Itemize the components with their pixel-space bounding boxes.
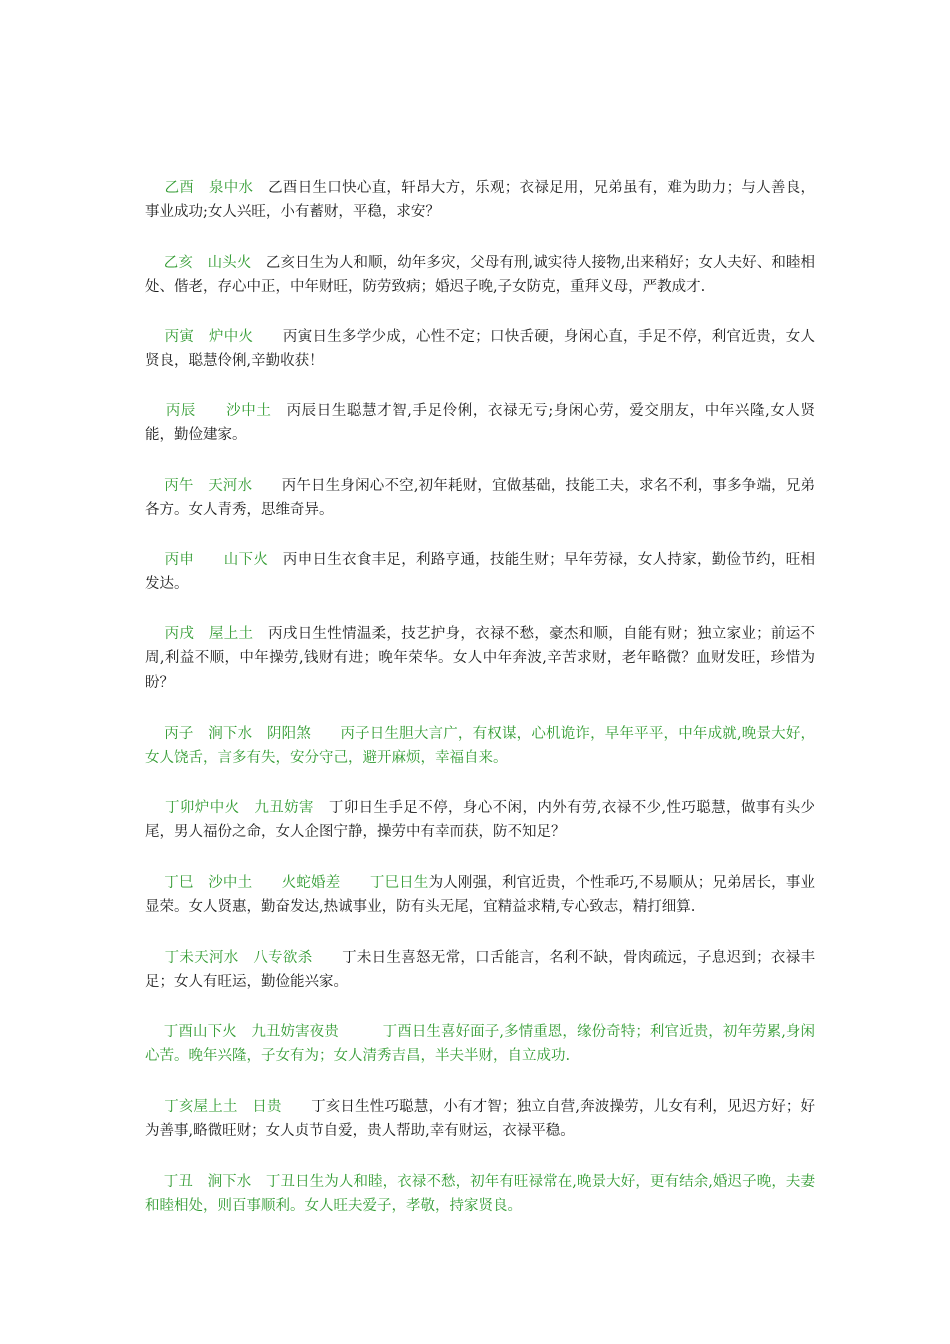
entry-label: 丁巳 沙中土 火蛇婚差 (164, 874, 370, 891)
entry-label-day: 丁巳日生 (369, 874, 429, 891)
entry-text: 乙亥日生为人和顺，幼年多灾，父母有刑,诚实待人接物,出来稍好；女人夫好、和睦相处、偕老，存心中正，中年财旺，防劳致病；婚迟子晚,子女防克，重拜义母，严教成才. (145, 254, 816, 295)
entry-text: 丙戌日生性情温柔，技艺护身，衣禄不愁，豪杰和顺，自能有财；独立家业；前运不周,利益不顺，中年操劳,钱财有进；晚年荣华。女人中年奔波,辛苦求财，老年略微？血财发旺，珍惜为盼？ (145, 625, 816, 691)
entry-dingchou (145, 1145, 815, 1243)
entry-text: 丙申日生衣食丰足，利路亨通，技能生财；早年劳禄，女人持家，勤俭节约，旺相发达。 (145, 551, 816, 592)
entry-label: 丙子 涧下水 阴阳煞 (164, 725, 341, 742)
entry-label: 丙戌 屋上土 (164, 625, 269, 642)
entry-text: 丁未日生喜怒无常，口舌能言，名利不缺，骨肉疏远，子息迟到；衣禄丰足；女人有旺运，勤俭能兴家。 (145, 949, 816, 990)
entry-label: 丁丑 涧下水 (163, 1173, 266, 1190)
entry-label: 乙亥 山头火 (163, 254, 266, 271)
entry-label: 丙辰 沙中土 (165, 402, 287, 419)
entry-text: 乙酉日生口快心直，轩昂大方，乐观；衣禄足用，兄弟虽有，难为助力；与人善良，事业成功;女人兴旺，小有蓄财，平稳，求安？ (145, 179, 816, 220)
entry-text: 为人刚强，利官近贵，个性乖巧,不易顺从；兄弟居长，事业显荣。女人贤惠，勤奋发达,热诚事业，防有头无尾，宜精益求精,专心致志，精打细算. (145, 874, 816, 915)
entry-label: 丁卯炉中火 九丑妨害 (165, 799, 329, 816)
entry-text: 丙辰日生聪慧才智,手足伶俐，衣禄无亏;身闲心劳，爱交朋友，中年兴隆,女人贤能，勤俭建家。 (145, 402, 816, 443)
entry-label: 丁酉山下火 九丑妨害夜贵 (163, 1023, 383, 1040)
entry-text: 丁卯日生手足不停，身心不闲，内外有劳,衣禄不少,性巧聪慧，做事有头少尾，男人福份之命，女人企图宁静，操劳中有幸而获，防不知足？ (145, 799, 816, 840)
entry-label: 丙申 山下火 (164, 551, 283, 568)
entry-label: 乙酉 泉中水 (164, 179, 269, 196)
entry-label: 丙寅 炉中火 (164, 328, 283, 345)
entry-text: 丁酉日生喜好面子,多情重恩，缘份奇特；利官近贵，初年劳累,身闲心苦。晚年兴隆，子女有为；女人清秀吉昌，半夫半财，自立成功. (145, 1023, 816, 1064)
entry-label: 丁亥屋上土 日贵 (164, 1098, 312, 1115)
entry-text: 丙午日生身闲心不空,初年耗财，宜做基础，技能工夫，求名不利，事多争端，兄弟各方。女人青秀，思维奇异。 (145, 477, 816, 518)
entry-text: 丙寅日生多学少成，心性不定；口快舌硬，身闲心直，手足不停，利官近贵，女人贤良，聪慧伶俐,辛勤收获！ (145, 328, 816, 369)
entry-text: 丁丑日生为人和睦，衣禄不愁，初年有旺禄常在,晚景大好，更有结余,婚迟子晚，夫妻和睦相处，则百事顺利。女人旺夫爱子，孝敬，持家贤良。 (145, 1173, 816, 1214)
entry-label: 丁未天河水 八专欲杀 (164, 949, 343, 966)
entry-text: 丙子日生胆大言广，有权谋，心机诡诈，早年平平，中年成就,晚景大好，女人饶舌，言多有失，安分守己，避开麻烦，幸福自来。 (145, 725, 816, 766)
entry-label: 丙午 天河水 (164, 477, 282, 494)
entry-text: 丁亥日生性巧聪慧，小有才智；独立自营,奔波操劳，儿女有利，见迟方好；好为善事,略微旺财；女人贞节自爱，贵人帮助,幸有财运，衣禄平稳。 (145, 1098, 816, 1139)
